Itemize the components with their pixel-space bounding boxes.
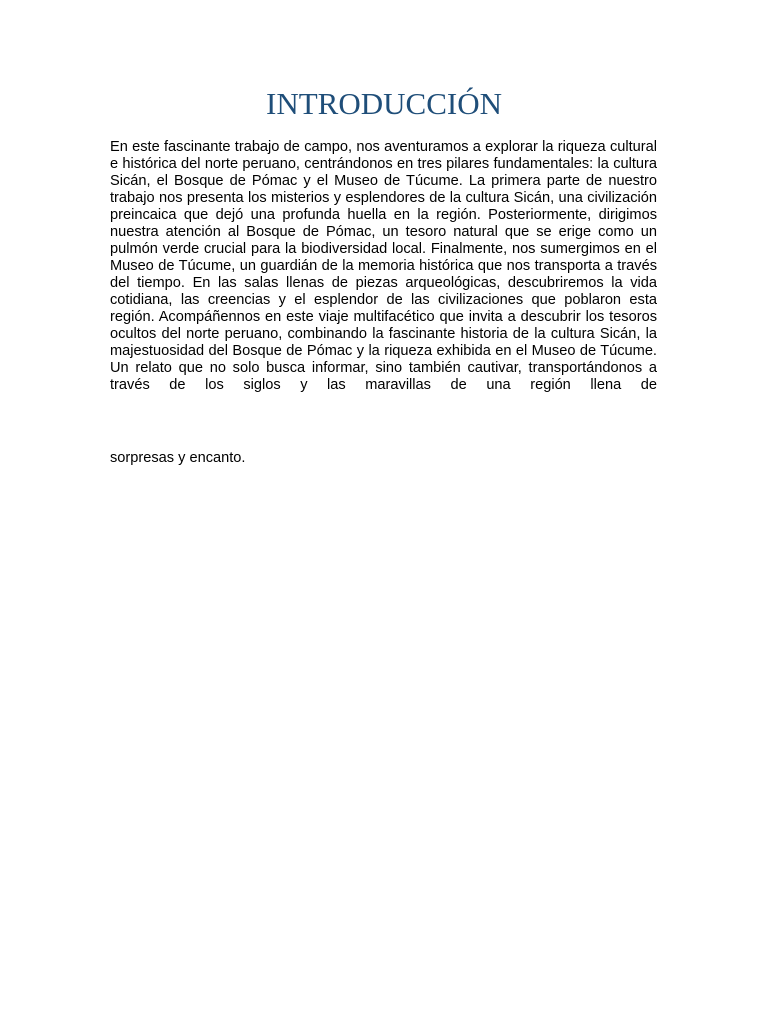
page-title: INTRODUCCIÓN — [266, 86, 502, 121]
intro-paragraph: En este fascinante trabajo de campo, nos aventuramos a explorar la riqueza cultural e histórica del norte peruano, centrándonos en tres pilares fundamentales: la cultura Sicán, el Bosque de Pómac y el Museo de Túcume. La primera parte de nuestro trabajo nos presenta los misterios y esplendores de la cultura Sicán, una civilización preincaica que dejó una profunda huella en la región. Posteriormente, dirigimos nuestra atención al Bosque de Pómac, un tesoro natural que se erige como un pulmón verde crucial para la biodiversidad local. Finalmente, nos sumergimos en el Museo de Túcume, un guardián de la memoria histórica que nos transporta a través del tiempo. En las salas llenas de piezas arqueológicas, descubriremos la vida cotidiana, las creencias y el esplendor de las civilizaciones que poblaron esta región. Acompáñennos en este viaje multifacético que invita a descubrir los tesoros ocultos del norte peruano, combinando la fascinante historia de la cultura Sicán, la majestuosidad del Bosque de Pómac y la riqueza exhibida en el Museo de Túcume. Un relato que no solo busca informar, sino también cautivar, transportándonos a través de los siglos y las maravillas de una región llena de — [110, 139, 657, 393]
intro-paragraph-continuation: sorpresas y encanto. — [110, 450, 246, 466]
